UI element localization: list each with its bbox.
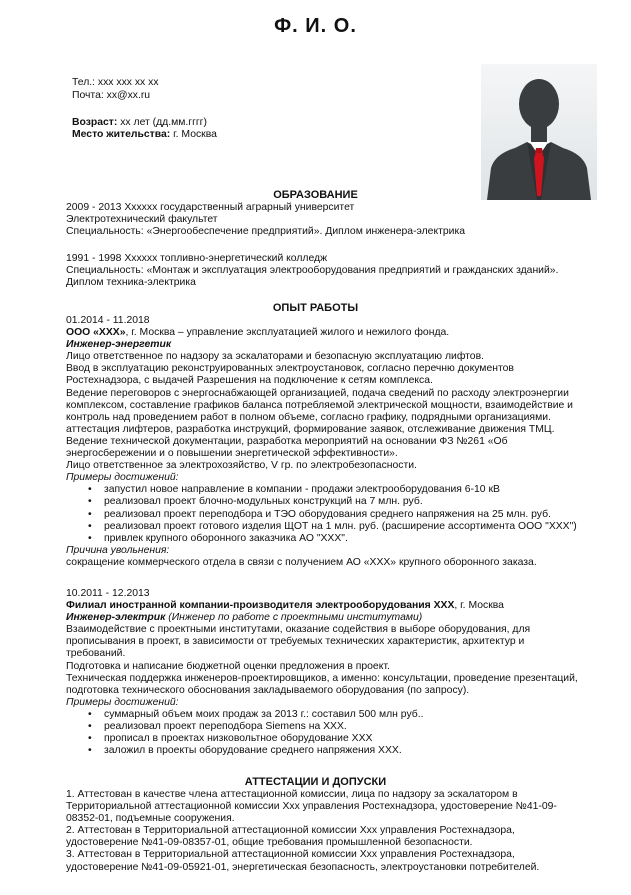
job1-duty: Лицо ответственное по надзору за эскалаторами и безопасную эксплуатацию лифтов.	[66, 351, 484, 363]
education-entry-2-line-2: Специальность: «Монтаж и эксплуатация электрооборудования предприятий и гражданских зданий».	[66, 265, 559, 277]
job1-leave-reason: сокращение коммерческого отдела в связи с получением АО «XXX» крупного оборонного заказа.	[66, 556, 537, 568]
job1-leave-label: Причина увольнения:	[66, 544, 170, 556]
list-item: • реализовал проект переподбора Siemens на XXX.	[66, 721, 586, 733]
education-entry-2-line-3: Диплом техника-электрика	[66, 277, 196, 289]
certification-line: 3. Аттестован в Территориальной аттестационной комиссии Xxx управления Ростехнадзора,	[66, 849, 515, 861]
education-entry-1-line-3: Специальность: «Энергообеспечение предприятий». Диплом инженера-электрика	[66, 226, 466, 238]
job1-duty: контроль над проведением работ в полном объеме, согласно графику, подрядными организациями.	[66, 411, 551, 423]
education-heading: ОБРАЗОВАНИЕ	[273, 189, 358, 201]
job1-duty: Ведение переговоров с энергоснабжающей организацией, подача сведений по расходу электроэнергии	[66, 387, 569, 399]
list-item: • суммарный объем моих продаж за 2013 г.: составил 500 млн руб..	[66, 709, 586, 721]
job2-duty: требований.	[66, 648, 126, 660]
job1-duty: аттестация лифтеров, разработка инструкций, формирование заявок, отслеживание движения ТМЦ.	[66, 423, 555, 435]
person-silhouette-icon	[481, 64, 597, 200]
education-entry-2-line-1: 1991 - 1998 Xxxxxx топливно-энергетический колледж	[66, 253, 328, 265]
certification-line: Территориальной аттестационной комиссии Xxx управления Ростехнадзора, удостоверение №41-09-	[66, 801, 557, 813]
certification-line: удостоверение №41-09-05921-01, энергетическая безопасность, электроустановки потребителей.	[66, 861, 540, 873]
certification-line: удостоверение №41-09-08357-01, общие требования промышленной безопасности.	[66, 837, 473, 849]
job1-duty: Лицо ответственное за электрохозяйство, V гр. по электробезопасности.	[66, 460, 417, 472]
phone: Тел.: xxx xxx xx xx	[72, 77, 159, 88]
residence-value: г. Москва	[170, 129, 217, 141]
job2-achievements-list	[66, 709, 586, 757]
job2-position: Инженер-электрик	[66, 612, 166, 624]
job2-company-rest: , г. Москва	[454, 600, 504, 612]
experience-heading: ОПЫТ РАБОТЫ	[272, 302, 359, 314]
job2-achievements-label: Примеры достижений:	[66, 696, 179, 708]
age	[72, 117, 452, 130]
job2-duty: Взаимодействие с проектными институтами, оказание содействия в выборе оборудования, для	[66, 624, 531, 636]
residence	[72, 129, 452, 142]
job2-duty: прописывания в проект, в зависимости от требуемых технических характеристик, архитектур и	[66, 636, 525, 648]
job2-period: 10.2011 - 12.2013	[66, 588, 150, 599]
job1-duty: комплексом, составление графиков баланса потребляемой электрической мощности, взаимодействие и	[66, 399, 573, 411]
job2-position-line	[66, 612, 586, 624]
job1-company: ООО «XXX»	[66, 327, 126, 339]
job1-company-line	[66, 327, 586, 339]
list-item: • запустил новое направление в компании - продажи электрооборудования 6-10 кВ	[66, 484, 586, 496]
list-item: • заложил в проекты оборудование среднего напряжения XXX.	[66, 745, 586, 757]
contacts-block	[72, 77, 452, 142]
resume-name: Ф. И. О.	[274, 15, 357, 37]
job1-duty: Ввод в эксплуатацию реконструированных электроустановок, согласно перечню документов	[66, 363, 514, 375]
residence-label: Место жительства:	[72, 129, 171, 141]
job2-duty: Подготовка и написание бюджетной оценки предложения в проект.	[66, 660, 390, 672]
education-entry-1-line-2: Электротехнический факультет	[66, 214, 218, 226]
job1-duty: Ведение технической документации, разработка мероприятий на основании ФЗ №261 «Об	[66, 435, 508, 447]
job2-company: Филиал иностранной компании-производителя электрооборудования XXX	[66, 600, 455, 612]
list-item: • прописал в проектах низковольтное оборудование XXX	[66, 733, 586, 745]
profile-photo	[481, 64, 597, 200]
job1-achievements-list	[66, 484, 586, 544]
job2-duty: подготовка технического обоснования закладываемого оборудования (по запросу).	[66, 684, 470, 696]
experience-job-2	[66, 588, 586, 757]
education-block	[66, 202, 586, 290]
job1-company-rest: , г. Москва – управление эксплуатацией жилого и нежилого фонда.	[125, 327, 450, 339]
certification-line: 08352-01, подъемные сооружения.	[66, 813, 235, 825]
list-item: • привлек крупного оборонного заказчика АО "XXX".	[66, 533, 586, 545]
list-item: • реализовал проект блочно-модульных конструкций на 7 млн. руб.	[66, 496, 586, 508]
job2-position-note: (Инженер по работе с проектными институтами)	[165, 612, 423, 624]
job1-achievements-label: Примеры достижений:	[66, 472, 179, 484]
age-label: Возраст:	[72, 116, 118, 128]
certifications-block	[66, 789, 586, 874]
certification-line: 1. Аттестован в качестве члена аттестационной комиссии, лица по надзору за эскалатором в	[66, 789, 518, 800]
job1-duty: Ростехнадзора, с выдачей Разрешения на подключение к сетям комплекса.	[66, 375, 433, 387]
list-item: • реализовал проект готового изделия ЩОТ на 1 млн. руб. (расширение ассортимента ООО "XXX")	[66, 521, 586, 533]
certifications-heading: АТТЕСТАЦИИ И ДОПУСКИ	[244, 776, 387, 788]
job1-position: Инженер-энергетик	[66, 339, 172, 351]
job1-duty: энергосбережении и о повышении энергетической эффективности».	[66, 448, 398, 460]
education-entry-1-line-1: 2009 - 2013 Xxxxxx государственный аграрный университет	[66, 202, 355, 213]
email: Почта: xx@xx.ru	[72, 89, 151, 101]
experience-job-1	[66, 315, 586, 569]
job2-company-line	[66, 600, 586, 612]
job1-period: 01.2014 - 11.2018	[66, 315, 150, 326]
list-item: • реализовал проект переподбора и ТЭО оборудования среднего напряжения на 25 млн. руб.	[66, 509, 586, 521]
job2-duty: Техническая поддержка инженеров-проектировщиков, а именно: консультации, проведение презентаций,	[66, 672, 578, 684]
age-value: xx лет (дд.мм.гггг)	[117, 116, 207, 128]
certification-line: 2. Аттестован в Территориальной аттестационной комиссии Xxx управления Ростехнадзора,	[66, 825, 515, 837]
